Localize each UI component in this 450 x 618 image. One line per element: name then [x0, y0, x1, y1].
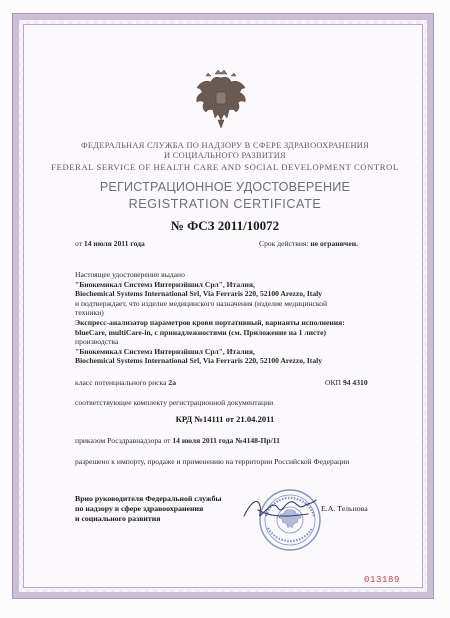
order-reference: [75, 436, 375, 446]
signer-title-line3: и социального развития: [75, 514, 161, 523]
okp-code: [325, 378, 368, 388]
order-value: 14 июля 2011 года №4148-Пр/11: [172, 436, 280, 445]
agency-name-ru-line1: ФЕДЕРАЛЬНАЯ СЛУЖБА ПО НАДЗОРУ В СФЕРЕ ЗДРАВООХРАНЕНИЯ: [80, 141, 370, 150]
maker-address-en: Biochemical Systems International Srl, Via Ferraris 220, 52100 Arezzo, Italy: [75, 356, 323, 366]
confirms-text-1: и подтверждает, что изделие медицинского назначения (изделие медицинской: [75, 298, 328, 308]
company-name-ru: "Биокемикал Системз Интернэйшнл Срл", Италия,: [75, 279, 255, 289]
signer-title-line1: Врио руководителя Федеральной службы: [75, 494, 222, 503]
agency-name-ru-line2: И СОЦИАЛЬНОГО РАЗВИТИЯ: [164, 151, 286, 160]
double-headed-eagle-icon: [194, 68, 248, 130]
validity-label: Срок действия:: [259, 239, 311, 248]
agency-name-ru: [40, 141, 410, 161]
risk-class-value: 2а: [168, 378, 176, 387]
certificate-number: № ФСЗ 2011/10072: [170, 218, 280, 233]
conformity-text: соответствующее комплекту регистрационной документации: [75, 398, 274, 407]
signer-title-line2: по надзору в сфере здравоохранения: [75, 504, 204, 513]
produced-by-text: производства: [75, 337, 119, 347]
serial-number: 013189: [364, 575, 401, 585]
product-name-2: blueCare, multiCare-in, с принадлежностями (см. Приложение на 1 листе): [75, 327, 327, 337]
certificate-title-en: REGISTRATION CERTIFICATE: [128, 197, 322, 211]
certificate-title-ru: РЕГИСТРАЦИОННОЕ УДОСТОВЕРЕНИЕ: [99, 180, 351, 194]
confirms-text-2: техники): [75, 308, 104, 318]
order-prefix: приказом Росздравнадзора от: [75, 436, 173, 445]
okp-value: 94 4310: [342, 378, 368, 387]
certificate-body: [75, 270, 375, 366]
validity-value: не ограничен.: [310, 239, 358, 248]
issue-date: [75, 239, 145, 249]
validity-period: [259, 239, 358, 249]
risk-class: [75, 378, 176, 388]
issue-date-value: 14 июля 2011 года: [83, 239, 145, 248]
handwritten-signature: [238, 492, 318, 526]
okp-label: ОКП: [325, 378, 343, 387]
krd-reference: КРД №14111 от 21.04.2011: [175, 414, 275, 424]
permit-text: разрешено к импорту, продаже и применению на территории Российской Федерации: [75, 457, 350, 466]
issue-date-prefix: от: [75, 239, 84, 248]
agency-name-en: FEDERAL SERVICE OF HEALTH CARE AND SOCIAL DEVELOPMENT CONTROL: [51, 162, 399, 172]
product-name-1: Экспресс-анализатор параметров крови портативный, варианты исполнения:: [75, 317, 345, 327]
signer-title: [75, 494, 245, 524]
issued-to-text: Настоящее удостоверение выдано: [75, 270, 185, 279]
maker-name-ru: "Биокемикал Системз Интернэйшнл Срл", Италия,: [75, 346, 255, 356]
risk-class-label: класс потенциального риска: [75, 378, 169, 387]
company-address-en: Biochemical Systems International Srl, Via Ferraris 220, 52100 Arezzo, Italy: [75, 289, 323, 299]
signer-name: Е.А. Тельнова: [321, 504, 368, 513]
